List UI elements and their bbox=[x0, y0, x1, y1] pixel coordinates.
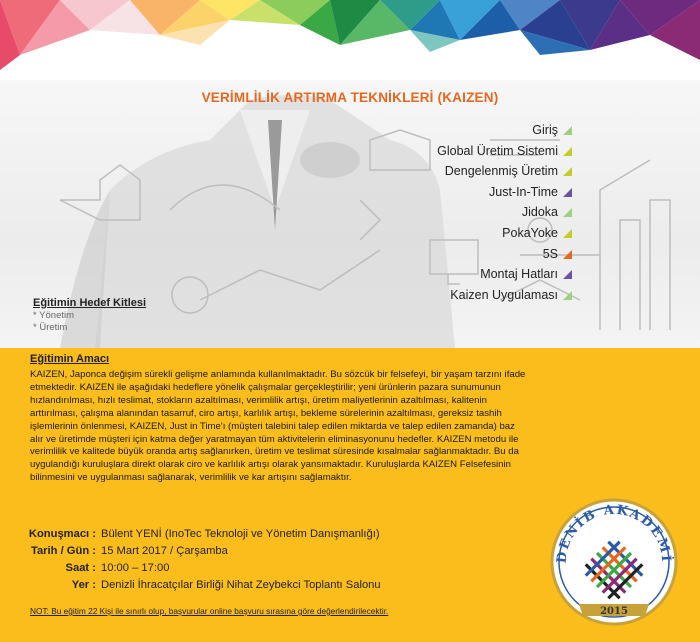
svg-text:2015: 2015 bbox=[600, 606, 628, 617]
purpose-text bbox=[30, 369, 605, 485]
topic-item: Jidoka bbox=[437, 202, 572, 223]
triangle-bullet-icon bbox=[563, 167, 572, 176]
detail-label: Saat : bbox=[65, 562, 96, 574]
triangle-bullet-icon bbox=[563, 291, 572, 300]
topic-item: 5S bbox=[437, 244, 572, 265]
detail-value: Denizli İhracatçılar Birliği Nihat Zeybekci Toplantı Salonu bbox=[101, 579, 381, 591]
detail-label: Tarih / Gün : bbox=[30, 545, 96, 557]
svg-text:DENİB AKADEMİ: DENİB AKADEMİ bbox=[554, 502, 674, 564]
target-audience bbox=[33, 297, 146, 333]
target-audience-item: * Yönetim bbox=[33, 310, 75, 321]
polygon-banner bbox=[0, 0, 700, 80]
triangle-bullet-icon bbox=[563, 229, 572, 238]
triangle-bullet-icon bbox=[563, 208, 572, 217]
triangle-bullet-icon bbox=[563, 250, 572, 259]
topic-item: Dengelenmiş Üretim bbox=[437, 161, 572, 182]
purpose-line: alır ve üretimde müşteri için katma değer yaratmayan tüm aktivitelerin eliminasyonunu hedefler. KAIZEN metodu ile bbox=[30, 433, 519, 445]
purpose-line: işlemlerinin önlenmesi, KAIZEN, Just in Time'ı (müşteri talebini talep edilen miktarda ve talep edilen zamanda) baz bbox=[30, 420, 515, 432]
topic-item: PokaYoke bbox=[437, 223, 572, 244]
target-audience-item: * Üretim bbox=[33, 322, 68, 333]
footnote: NOT: Bu eğitim 22 Kişi ile sınırlı olup, başvurular online başvuru sırasına göre değerlendirilecektir. bbox=[30, 606, 389, 616]
detail-label: Konuşmacı : bbox=[28, 528, 96, 540]
topic-list bbox=[437, 120, 572, 305]
triangle-bullet-icon bbox=[563, 147, 572, 156]
purpose-line: KAIZEN, Japonca değişim sürekli gelişme anlamında kullanılmaktadır. Bu sözcük bir felsefeyi, bir yaşam tarzını ifade bbox=[30, 369, 526, 380]
purpose-line: verimlilik ve kalitede büyük oranda artış sağlanırken, üretim ve teslimat süresinde kısalmalar sağlanmaktadır. Bu da bbox=[30, 446, 519, 458]
detail-value: 15 Mart 2017 / Çarşamba bbox=[101, 545, 228, 557]
topic-item: Giriş bbox=[437, 120, 572, 141]
purpose-line: arttırılması, çalışma alanından tasarruf, ciro artışı, karlılık artışı, bekleme sürelerinin azaltılması, gereksiz tashih bbox=[30, 407, 502, 419]
denib-akademi-seal-logo bbox=[549, 492, 679, 627]
topic-item: Kaizen Uygulaması bbox=[437, 285, 572, 306]
topic-item: Just-In-Time bbox=[437, 182, 572, 203]
topic-item: Global Üretim Sistemi bbox=[437, 141, 572, 162]
target-audience-heading: Eğitimin Hedef Kitlesi bbox=[33, 297, 147, 309]
detail-value: 10:00 – 17:00 bbox=[101, 562, 170, 574]
triangle-bullet-icon bbox=[563, 270, 572, 279]
purpose-line: etmektedir. KAIZEN ile aşağıdaki hedeflere yönelik çalışmalar gerçekleştirilir; yeni ürünlerin pazara sunumunun bbox=[30, 381, 501, 393]
triangle-bullet-icon bbox=[563, 126, 572, 135]
detail-value: Bülent YENİ (InoTec Teknoloji ve Yönetim Danışmanlığı) bbox=[101, 528, 380, 540]
purpose-line: bilinmesini ve uygulanması sağlanarak, verimlilik ve kar artışını sağlamaktır. bbox=[30, 472, 352, 484]
page-title: VERİMLİLİK ARTIRMA TEKNİKLERİ (KAIZEN) bbox=[201, 90, 499, 105]
purpose-line: hızlandırılması, hızlı teslimat, stokların azaltılması, verimlilik artışı, üretim maliyetlerinin azaltılması, kalitenin bbox=[30, 394, 487, 406]
detail-label: Yer : bbox=[71, 579, 96, 591]
topic-item: Montaj Hatları bbox=[437, 264, 572, 285]
purpose-heading: Eğitimin Amacı bbox=[30, 353, 110, 365]
triangle-bullet-icon bbox=[563, 188, 572, 197]
purpose-line: uygulandığı kuruluşlara direkt olarak ciro ve karlılık artışı olarak yansımaktadır. Kuruluşlarda KAIZEN Felsefesinin bbox=[30, 459, 511, 471]
